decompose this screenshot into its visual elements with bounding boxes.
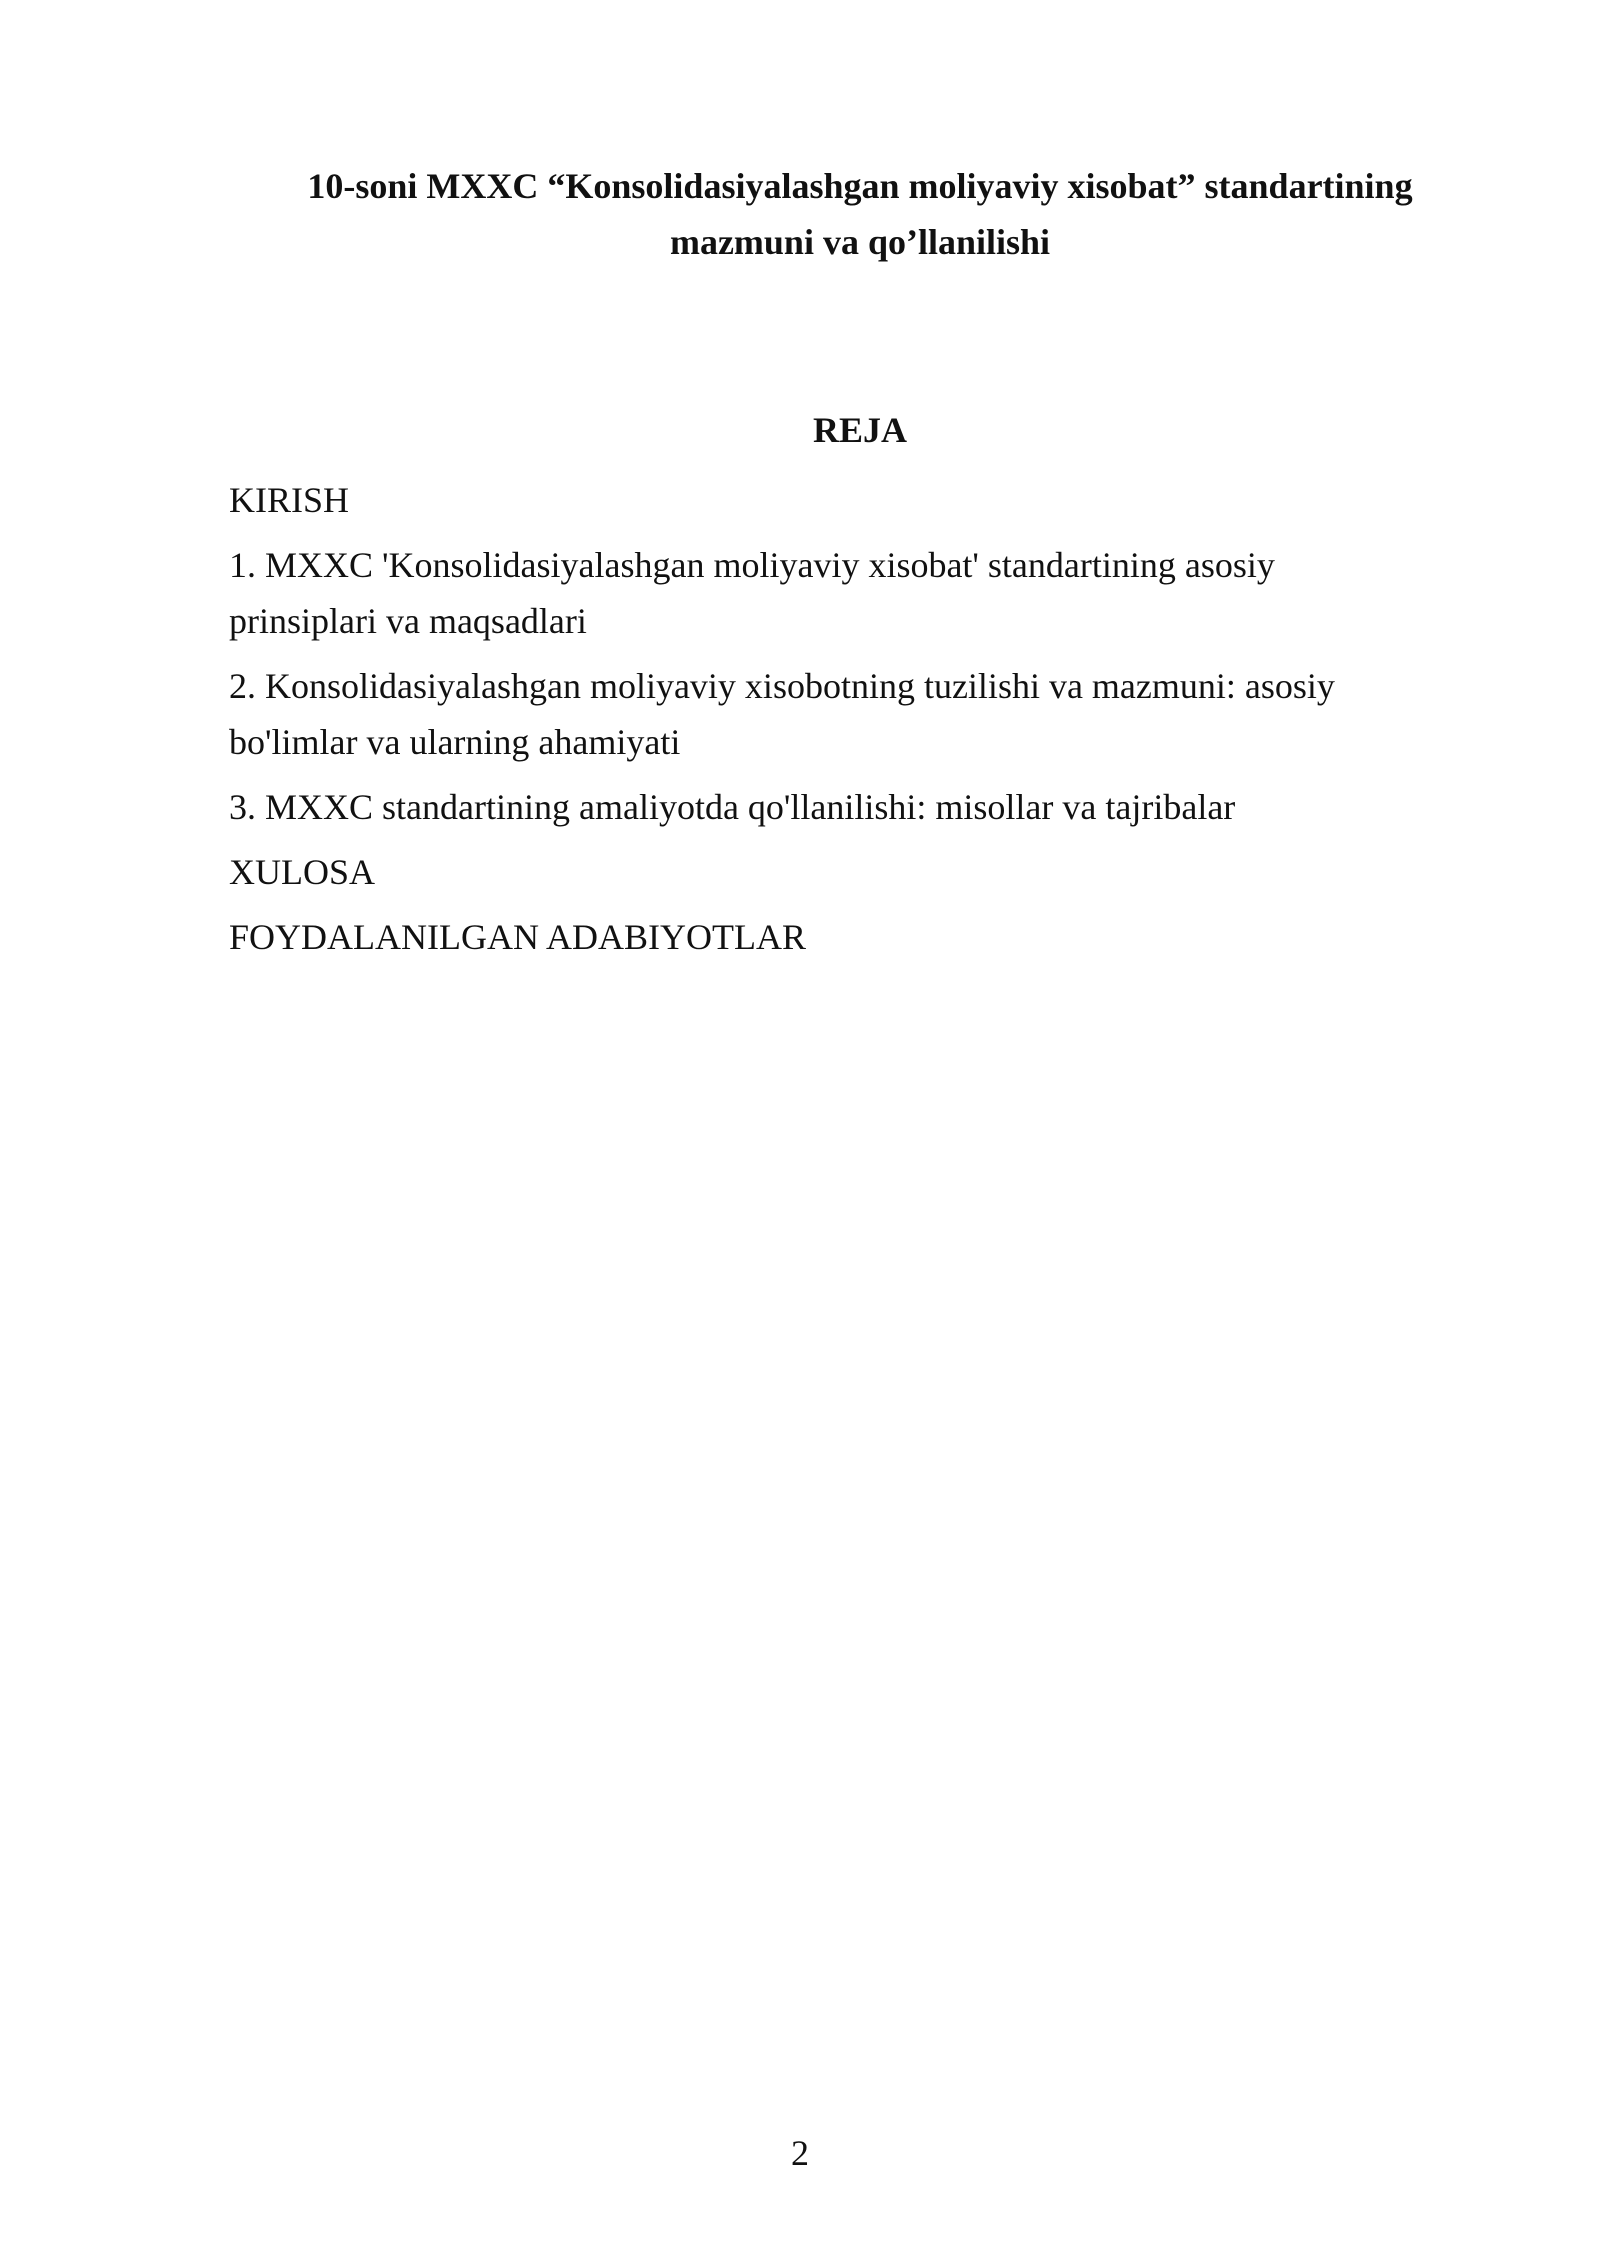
plan-item-3: 3. MXXC standartining amaliyotda qo'llanilishi: misollar va tajribalar	[229, 787, 1236, 827]
plan-list	[229, 472, 1409, 974]
plan-item-conclusion: XULOSA	[229, 852, 376, 892]
plan-heading: REJA	[812, 410, 907, 450]
plan-item-references: FOYDALANILGAN ADABIYOTLAR	[229, 917, 806, 957]
document-title-line-1: 10-soni MXXC “Konsolidasiyalashgan moliyaviy xisobat” standartining	[307, 166, 1413, 206]
plan-item-2: 2. Konsolidasiyalashgan moliyaviy xisobotning tuzilishi va mazmuni: asosiy bo'limlar va ularning ahamiyati	[229, 666, 1335, 762]
document-title	[230, 158, 1490, 270]
page-number: 2	[791, 2133, 809, 2173]
plan-item-1: 1. MXXC 'Konsolidasiyalashgan moliyaviy xisobat' standartining asosiy prinsiplari va maqsadlari	[229, 545, 1275, 641]
plan-item-introduction: KIRISH	[229, 480, 350, 520]
document-title-line-2: mazmuni va qo’llanilishi	[669, 222, 1051, 262]
